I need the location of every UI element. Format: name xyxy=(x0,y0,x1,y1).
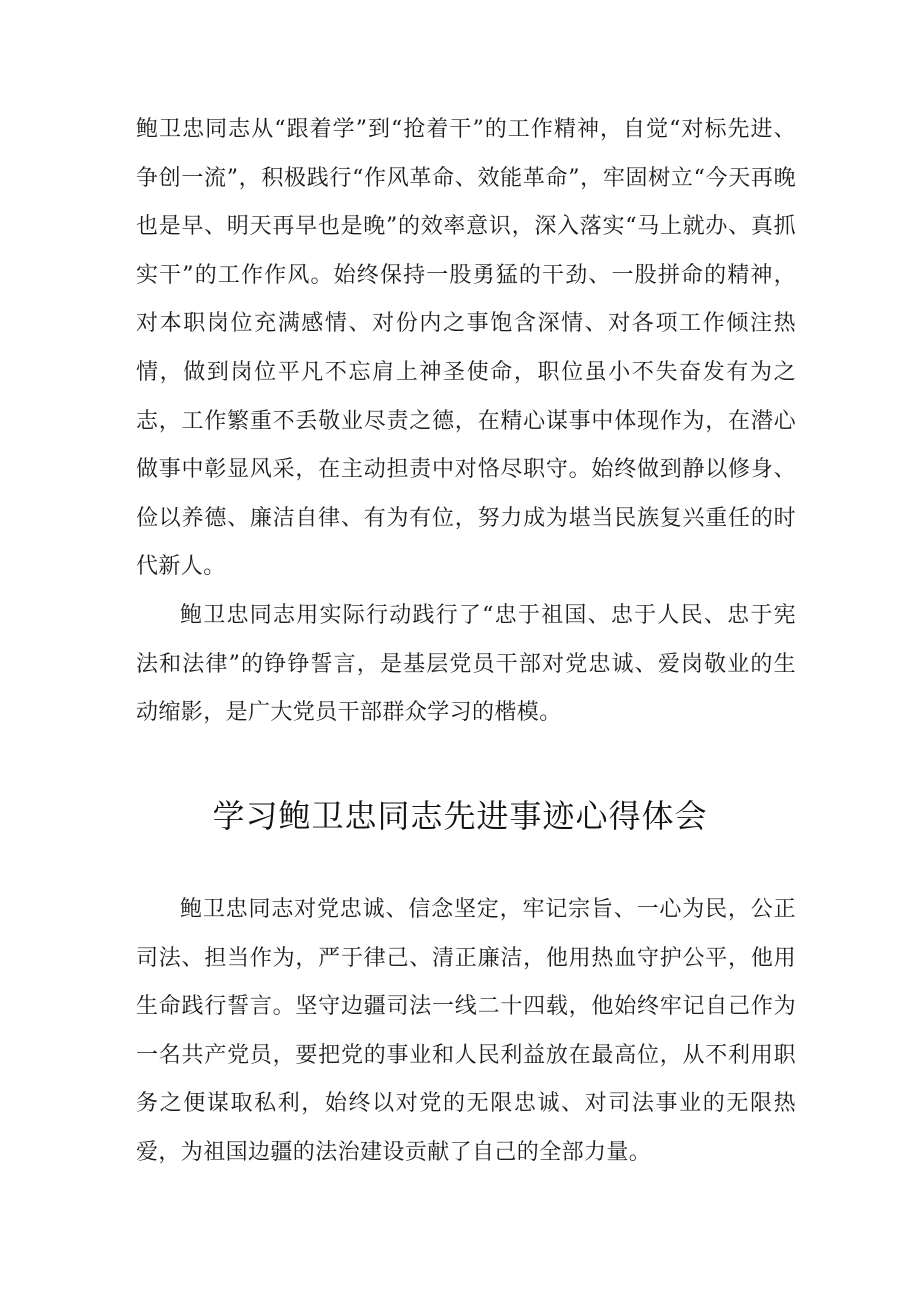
body-paragraph: 鲍卫忠同志用实际行动践行了“忠于祖国、忠于人民、忠于宪法和法律”的铮铮誓言，是基层党员干部对党忠诚、爱岗敬业的生动缩影，是广大党员干部群众学习的楷模。 xyxy=(136,602,796,726)
section-title: 学习鲍卫忠同志先进事迹心得体会 xyxy=(212,797,708,835)
body-paragraph: 鲍卫忠同志对党忠诚、信念坚定，牢记宗旨、一心为民，公正司法、担当作为，严于律己、清正廉洁，他用热血守护公平，他用生命践行誓言。坚守边疆司法一线二十四载，他始终牢记自己作为一名共产党员，要把党的事业和人民利益放在最高位，从不利用职务之便谋取私利，始终以对党的无限忠诚、对司法事业的无限热爱，为祖国边疆的法治建设贡献了自己的全部力量。 xyxy=(136,897,796,1165)
top-text-block xyxy=(136,106,796,738)
body-paragraph: 鲍卫忠同志从“跟着学”到“抢着干”的工作精神，自觉“对标先进、争创一流”，积极践行“作风革命、效能革命”，牢固树立“今天再晚也是早、明天再早也是晚”的效率意识，深入落实“马上就办、真抓实干”的工作作风。始终保持一股勇猛的干劲、一股拼命的精神，对本职岗位充满感情、对份内之事饱含深情、对各项工作倾注热情，做到岗位平凡不忘肩上神圣使命，职位虽小不失奋发有为之志，工作繁重不丢敬业尽责之德，在精心谋事中体现作为，在潜心做事中彰显风采，在主动担责中对恪尽职守。始终做到静以修身、俭以养德、廉洁自律、有为有位，努力成为堪当民族复兴重任的时代新人。 xyxy=(136,117,796,580)
bottom-text-block xyxy=(136,886,796,1178)
